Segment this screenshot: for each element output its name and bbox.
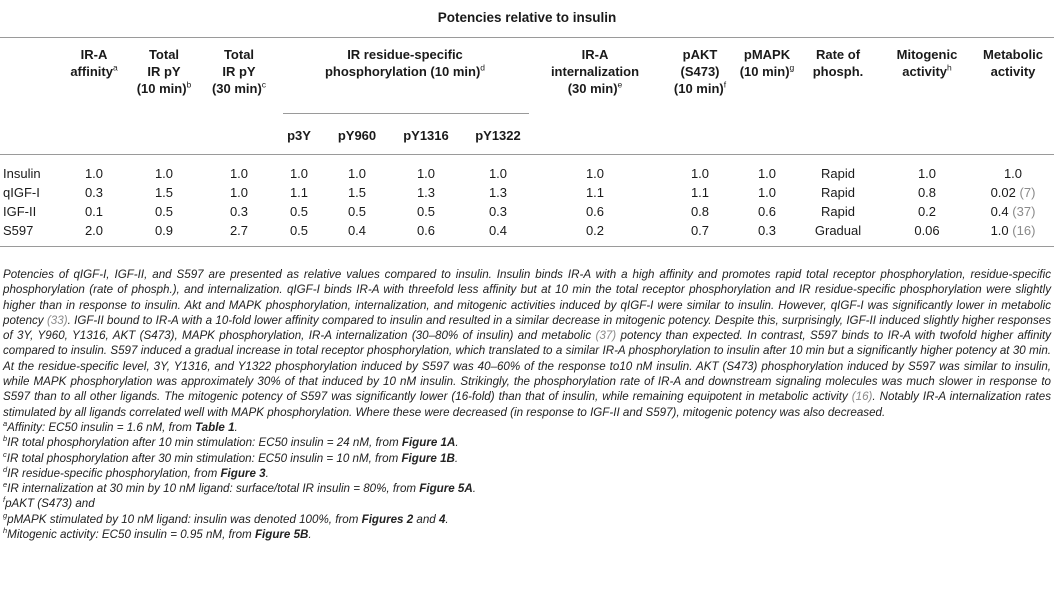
- footnote-f: [3, 496, 1051, 511]
- cell-py1322: 1.3: [488, 185, 508, 200]
- footnote-end: .: [308, 528, 312, 542]
- footnote-a: [3, 420, 1051, 435]
- cell-p3y: 0.5: [289, 204, 309, 219]
- footnote-mark: g: [3, 510, 8, 520]
- caption-text: . Notably IR-A internalization rates stimulated by all ligands correlated well with MAPK phosphorylation. Where these were decreased (in response to IGF-II and S597), mitogenic potency was also decreased.: [3, 390, 1051, 419]
- cell-pakt: 0.8: [690, 204, 710, 219]
- header-line: phosph.: [812, 64, 864, 79]
- cell-value: 1.0: [1003, 166, 1023, 181]
- cell-py1316: 1.3: [416, 185, 436, 200]
- cell-py1322: 1.0: [488, 166, 508, 181]
- header-total-py-30: [196, 46, 282, 97]
- cell-rate: Rapid: [821, 185, 855, 200]
- header-ira-affinity: [52, 46, 136, 80]
- header-py960: pY960: [337, 128, 377, 143]
- figure-ref-link[interactable]: Figure 3: [220, 466, 266, 480]
- cell-affinity: 1.0: [84, 166, 104, 181]
- cell-pmapk: 0.3: [757, 223, 777, 238]
- footnote-c: [3, 451, 1051, 466]
- header-line: Total: [223, 47, 255, 62]
- footnote-text: Affinity: EC50 insulin = 1.6 nM, from: [7, 420, 196, 434]
- row-label: Insulin: [3, 166, 41, 181]
- cell-pakt: 1.1: [690, 185, 710, 200]
- cell-py960: 0.5: [347, 204, 367, 219]
- footnote-end: .: [445, 512, 449, 526]
- cell-t30: 2.7: [229, 223, 249, 238]
- header-pakt: [668, 46, 732, 97]
- header-line: IR residue-specific: [347, 47, 463, 62]
- cell-affinity: 0.3: [84, 185, 104, 200]
- cell-pakt: 1.0: [690, 166, 710, 181]
- cell-t30: 1.0: [229, 166, 249, 181]
- cell-intern: 1.1: [585, 185, 605, 200]
- header-line: pAKT: [682, 47, 718, 62]
- header-line: Total: [148, 47, 180, 62]
- footnote-text: pAKT (S473) and: [5, 497, 95, 511]
- header-py1322: pY1322: [475, 128, 521, 143]
- header-line: IR-A: [581, 47, 609, 62]
- header-line: Metabolic: [983, 47, 1043, 62]
- header-line: (S473): [680, 64, 720, 79]
- citation-link[interactable]: (33): [46, 313, 68, 327]
- header-pmapk: [734, 46, 800, 80]
- cell-pmapk: 1.0: [757, 185, 777, 200]
- cell-t10: 1.0: [154, 166, 174, 181]
- footnote-mark: e: [617, 79, 623, 90]
- row-label: S597: [3, 223, 34, 238]
- header-residue-group: [281, 46, 529, 80]
- citation-link[interactable]: (37): [595, 329, 617, 343]
- cell-p3y: 0.5: [289, 223, 309, 238]
- footnote-end: .: [454, 451, 459, 465]
- header-line: (10 min): [673, 81, 724, 96]
- row-label: qIGF-I: [3, 185, 40, 200]
- cell-affinity: 2.0: [84, 223, 104, 238]
- header-line: Mitogenic: [896, 47, 958, 62]
- cell-py1322: 0.4: [488, 223, 508, 238]
- footnote-mark: a: [112, 62, 118, 73]
- table-notes: [3, 267, 1051, 542]
- cell-intern: 1.0: [585, 166, 605, 181]
- cell-p3y: 1.0: [289, 166, 309, 181]
- cell-t10: 0.5: [154, 204, 174, 219]
- cell-affinity: 0.1: [84, 204, 104, 219]
- footnote-end: .: [234, 420, 238, 434]
- header-rate: [806, 46, 870, 80]
- cell-p3y: 1.1: [289, 185, 309, 200]
- cell-meta: [976, 203, 1050, 220]
- citation-link[interactable]: (16): [851, 390, 873, 404]
- header-bottom-rule: [0, 154, 1054, 155]
- header-line: Rate of: [815, 47, 861, 62]
- row-label: IGF-II: [3, 204, 37, 219]
- header-line: IR pY: [147, 64, 181, 79]
- cell-meta: [976, 222, 1050, 239]
- table-ref-link[interactable]: Table 1: [195, 420, 235, 434]
- footnote-text: IR total phosphorylation after 10 min stimulation: EC50 insulin = 24 nM, from: [7, 436, 402, 450]
- footnote-mark: a: [3, 419, 8, 429]
- footnote-text: IR total phosphorylation after 30 min stimulation: EC50 insulin = 10 nM, from: [6, 451, 402, 465]
- footnote-mark: h: [3, 526, 8, 536]
- residue-group-rule: [283, 113, 529, 114]
- footnote-e: [3, 481, 1051, 496]
- header-line: internalization: [550, 64, 640, 79]
- top-rule: [0, 37, 1054, 38]
- cell-py960: 1.5: [347, 185, 367, 200]
- footnote-mark: c: [3, 449, 7, 459]
- footnote-mark: d: [480, 62, 486, 73]
- header-line: IR pY: [222, 64, 256, 79]
- header-py1316: pY1316: [403, 128, 449, 143]
- cell-mito: 1.0: [917, 166, 937, 181]
- header-line: activity: [902, 64, 948, 79]
- header-line: (30 min): [567, 81, 618, 96]
- footnote-text: Mitogenic activity: EC50 insulin = 0.95 nM, from: [7, 528, 255, 542]
- footnote-mark: e: [3, 480, 8, 490]
- header-line: (30 min): [211, 81, 262, 96]
- header-line: (10 min): [136, 81, 187, 96]
- cell-py1316: 0.5: [416, 204, 436, 219]
- cell-value: 0.02: [990, 185, 1016, 200]
- cell-t10: 0.9: [154, 223, 174, 238]
- figure-ref-link[interactable]: Figure 5B: [254, 528, 309, 542]
- cell-py1316: 0.6: [416, 223, 436, 238]
- cell-t30: 0.3: [229, 204, 249, 219]
- cell-intern: 0.2: [585, 223, 605, 238]
- citation-link[interactable]: (16): [1012, 223, 1036, 238]
- footnote-mark: b: [186, 79, 192, 90]
- footnote-text: pMAPK stimulated by 10 nM ligand: insulin was denoted 100%, from: [7, 512, 362, 526]
- cell-pakt: 0.7: [690, 223, 710, 238]
- header-total-py-10: [128, 46, 200, 97]
- cell-py1322: 0.3: [488, 204, 508, 219]
- footnote-h: [3, 527, 1051, 542]
- cell-pmapk: 0.6: [757, 204, 777, 219]
- figure-ref-link[interactable]: 4: [438, 512, 446, 526]
- footnote-d: [3, 466, 1051, 481]
- footnote-mark: c: [261, 79, 267, 90]
- header-line: phosphorylation (10 min): [324, 64, 481, 79]
- footnote-end: .: [472, 482, 476, 496]
- header-ira-affinity-line2: affinity: [70, 64, 113, 79]
- footnote-mark: h: [947, 62, 952, 73]
- footnote-b: [3, 435, 1051, 450]
- cell-meta: [976, 165, 1050, 182]
- cell-t30: 1.0: [229, 185, 249, 200]
- footnote-text: IR internalization at 30 min by 10 nM ligand: surface/total IR insulin = 80%, from: [7, 482, 420, 496]
- figure-ref-link[interactable]: Figure 1B: [401, 451, 455, 465]
- cell-mito: 0.06: [914, 223, 940, 238]
- footnote-mark: f: [3, 495, 6, 505]
- cell-meta: [976, 184, 1050, 201]
- citation-link[interactable]: (37): [1012, 204, 1036, 219]
- citation-link[interactable]: (7): [1019, 185, 1036, 200]
- figure-ref-link[interactable]: Figure 1A: [401, 436, 456, 450]
- header-line: activity: [990, 64, 1036, 79]
- cell-py1316: 1.0: [416, 166, 436, 181]
- cell-mito: 0.8: [917, 185, 937, 200]
- bottom-rule: [0, 246, 1054, 247]
- cell-t10: 1.5: [154, 185, 174, 200]
- cell-mito: 0.2: [917, 204, 937, 219]
- cell-rate: Gradual: [814, 223, 862, 238]
- cell-value: 1.0: [990, 223, 1009, 238]
- cell-pmapk: 1.0: [757, 166, 777, 181]
- cell-py960: 0.4: [347, 223, 367, 238]
- header-p3y: p3Y: [287, 128, 311, 143]
- header-ira-affinity-line1: IR-A: [80, 47, 108, 62]
- footnote-mark: g: [789, 62, 795, 73]
- caption-text: Potencies of qIGF-I, IGF-II, and S597 are presented as relative values compared to insulin. Insulin binds IR-A with a high affinity and promotes rapid total receptor phosphorylation, residue-specific phosphorylation (rate of phosph.), and internalization. qIGF-I binds IR-A with threefold less affinity but at 10 min the total receptor phosphorylation and IR residue-specific phosphorylation were slightly higher than in response to insulin. Akt and MAPK phosphorylation, internalization, and mitogenic activities induced by qIGF-I were similar to insulin. However, qIGF-I was significantly lower in metabolic potency: [3, 268, 1051, 327]
- cell-value: 0.4: [990, 204, 1009, 219]
- cell-intern: 0.6: [585, 204, 605, 219]
- caption-text: potency than expected. In contrast, S597 binds to IR-A with twofold higher affinity compared to insulin. S597 induced a gradual increase in total receptor phosphorylation, which translated to a similar IR-A phosphorylation to insulin after 10 min but a significantly higher potency at 30 min. At the residue-specific level, 3Y, Y1316, and Y1322 phosphorylation induced by S597 was 40–60% of the response to10 nM insulin. AKT (S473) phosphorylation induced by S597 was similar to insulin, while MAPK phosphorylation was approximately 30% of that induced by 10 nM insulin. Strikingly, the phosphorylation rate of IR-A and downstream signaling molecules was much slower in response to S597 than to all other ligands. The mitogenic potency of S597 was significantly lower (16-fold) than that of insulin, while remaining equipotent in metabolic activity: [3, 329, 1051, 404]
- footnote-mark: f: [723, 79, 727, 90]
- header-mitogenic: [888, 46, 966, 80]
- caption-text: . IGF-II bound to IR-A with a 10-fold lower affinity compared to insulin and resulted in a similar decrease in mitogenic potency. Despite this, surprisingly, IGF-II induced slightly higher responses of 3Y, Y960, Y1316, AKT (S473), MAPK phosphorylation, IR-A internalization (30–80% of insulin) and metabolic: [3, 313, 1052, 343]
- figure-ref-link[interactable]: Figures 2: [361, 512, 414, 526]
- footnote-mark: d: [3, 465, 8, 474]
- header-metabolic: [976, 46, 1050, 80]
- cell-py960: 1.0: [347, 166, 367, 181]
- footnote-end: .: [455, 436, 459, 450]
- footnote-text: and: [413, 512, 439, 526]
- caption-paragraph: [3, 267, 1051, 420]
- footnote-mark: b: [3, 434, 8, 444]
- header-internalization: [540, 46, 650, 97]
- header-line: pMAPK: [743, 47, 791, 62]
- figure-ref-link[interactable]: Figure 5A: [419, 482, 473, 496]
- footnote-g: [3, 512, 1051, 527]
- footnote-end: .: [265, 466, 269, 480]
- header-line: (10 min): [739, 64, 790, 79]
- cell-rate: Rapid: [821, 166, 855, 181]
- cell-rate: Rapid: [821, 204, 855, 219]
- table-title: Potencies relative to insulin: [437, 10, 617, 25]
- footnote-text: IR residue-specific phosphorylation, from: [7, 466, 221, 480]
